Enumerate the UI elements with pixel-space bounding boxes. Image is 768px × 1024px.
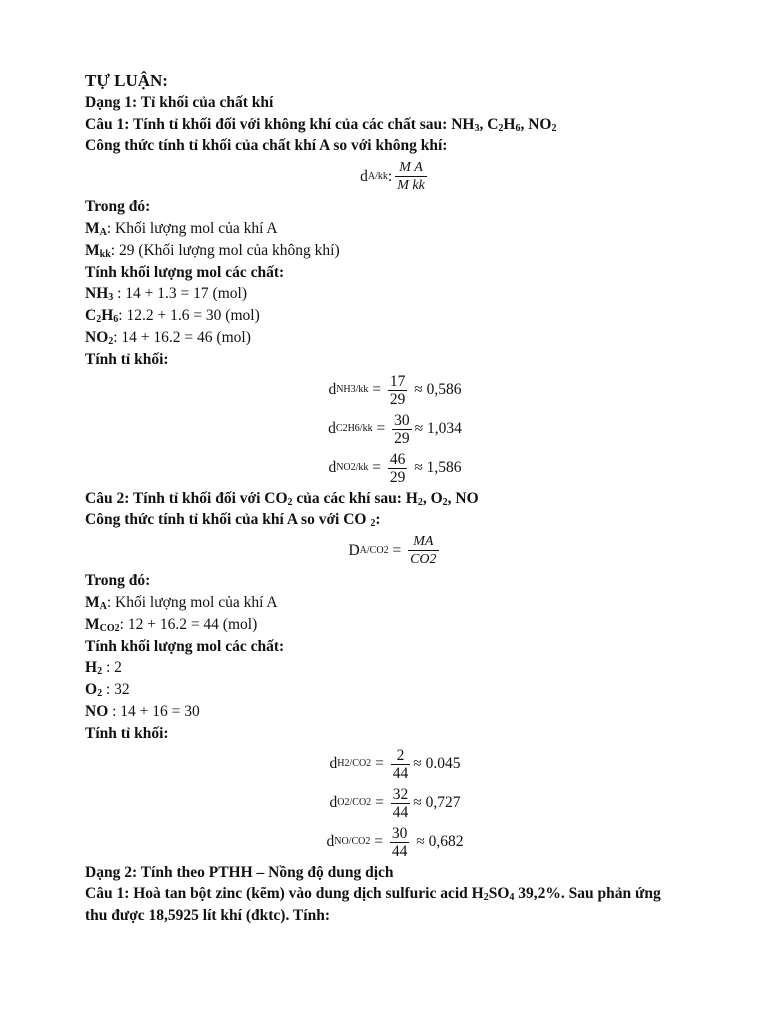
molar-mass-heading: Tính khối lượng mol các chất: [85,263,285,281]
definition-text: : Khối lượng mol của khí A [106,219,278,237]
subscript: 2 [370,518,376,530]
formula-symbol: d [328,420,336,438]
definition-mkk [85,240,705,262]
document-page [85,70,705,927]
denominator: 44 [391,842,408,860]
denominator: CO2 [410,552,437,568]
formula-c2h6-h: H [503,115,516,133]
question-text: Câu 1: Hoà tan bột zinc (kẽm) vào dung dịch sulfuric acid H [85,885,484,903]
question-2 [85,488,705,510]
formula-no2: NO [528,115,552,133]
molar-o2 [85,679,705,701]
denominator: M kk [397,178,425,194]
ratio-value: ≈ 0.045 [413,755,461,773]
symbol: H [101,307,114,325]
ratio-heading: Tính tỉ khối: [85,724,169,742]
denominator: 44 [392,764,409,782]
ratio-value: ≈ 0,727 [413,794,461,812]
fraction [388,451,408,486]
symbol: NO [85,702,109,720]
symbol: M [85,219,100,237]
equals: = [372,420,390,438]
fraction [408,533,438,568]
question-2-text: , NO [447,489,479,507]
fraction [390,825,410,860]
formula-c2h6: C [487,115,499,133]
ratio-heading: Tính tỉ khối: [85,350,169,368]
ratio-value: ≈ 0,586 [410,381,462,399]
subscript: A [99,226,107,238]
formula-intro-co2 [85,509,705,531]
formula-symbol: d [360,167,368,185]
symbol: NO [85,328,109,346]
formula-nh3: NH [451,115,475,133]
equals: = [371,794,388,812]
subscript: 2 [417,496,423,508]
formula-symbol: d [326,833,335,851]
numerator: 46 [389,450,406,468]
question-1 [85,114,705,136]
question-1-dang-2 [85,883,705,905]
numerator: 2 [396,746,405,764]
symbol: M [85,615,100,633]
subscript: 2 [108,335,114,347]
subscript: CO2 [99,622,120,634]
subscript: A [99,600,107,612]
question-2-text: của các khí sau: H [292,489,418,507]
formula-symbol: D [348,541,360,559]
calc-text: : 14 + 1.3 = 17 (mol) [113,285,247,303]
section-heading-dang-1: Dạng 1: Tỉ khối của chất khí [85,93,274,111]
molar-no [85,701,705,723]
molar-no2 [85,327,705,349]
numerator: 30 [394,411,410,429]
definition-ma [85,218,705,240]
molar-mass-heading: Tính khối lượng mol các chất: [85,637,285,655]
formula-symbol: d [328,459,337,477]
where-label: Trong đó: [85,572,151,590]
denominator: 29 [389,468,406,486]
subscript: kk [99,248,111,260]
subscript: 2 [483,892,489,904]
symbol: C [85,307,97,325]
calc-text: : 14 + 16 = 30 [108,702,200,720]
definition-ma [85,592,705,614]
ratio-no2: d NO2/kk = $\frac{46}{29}$ ≈ 1,586 [328,450,462,486]
fraction [392,412,412,447]
numerator: M A [399,160,423,176]
separator: , [479,115,488,133]
definition-text: : Khối lượng mol của khí A [106,593,278,611]
subscript: 2 [287,496,293,508]
formula-symbol: d [328,381,337,399]
formula-intro-text: Công thức tính tỉ khối của khí A so với CO [85,511,367,529]
ratio-no: d NO/CO2 = $\frac{30}{44}$ ≈ 0,682 [326,824,464,860]
question-text: 39,2%. Sau phản ứng [514,885,661,903]
denominator: 29 [394,429,410,447]
equals: = [371,755,388,773]
symbol: M [85,241,100,259]
question-2-text: Câu 2: Tính tỉ khối đối với CO [85,489,288,507]
numerator: 17 [389,372,406,390]
formula-colon: : [387,167,393,185]
calc-text: : 14 + 16.2 = 46 (mol) [113,328,251,346]
fraction [395,159,427,194]
molar-h2 [85,657,705,679]
equals: = [368,381,385,399]
question-2-text: , O [422,489,443,507]
equals: = [370,833,387,851]
fraction [391,747,411,782]
molar-c2h6 [85,305,705,327]
numerator: 32 [392,785,409,803]
subscript: 2 [97,666,103,678]
molar-nh3 [85,283,705,305]
symbol: O [85,681,98,699]
denominator: 44 [392,803,409,821]
formula-d-a-kk: d A/kk : $\frac{\text{M A}}{\text{M kk}}$ [360,160,425,194]
subscript: 2 [97,688,103,700]
formula-intro-text: : [375,511,381,529]
subscript: 3 [108,292,114,304]
section-heading-dang-2: Dạng 2: Tính theo PTHH – Nồng độ dung dịch [85,863,394,881]
definition-text: : 12 + 16.2 = 44 (mol) [119,615,258,633]
definition-text: : 29 (Khối lượng mol của không khí) [110,241,340,259]
subscript: 3 [474,122,480,134]
calc-text: : 12.2 + 1.6 = 30 (mol) [118,307,260,325]
symbol: M [85,593,100,611]
subscript: 4 [509,892,515,904]
formula-intro: Công thức tính tỉ khối của chất khí A so với không khí: [85,137,448,155]
question-text: SO [488,885,510,903]
separator: , [520,115,529,133]
ratio-nh3: d NH3/kk = $\frac{17}{29}$ ≈ 0,586 [328,372,462,408]
definition-mco2 [85,614,705,636]
fraction [388,373,408,408]
question-1-text: Câu 1: Tính tỉ khối đối với không khí của các chất sau: [85,115,452,133]
formula-symbol: d [329,794,338,812]
ratio-value: ≈ 1,586 [410,459,462,477]
formula-symbol: d [329,755,338,773]
subscript: 2 [551,122,557,134]
ratio-h2: d H2/CO2 = $\frac{2}{44}$ ≈ 0.045 [329,746,461,782]
fraction [391,786,411,821]
page-title: TỰ LUẬN: [85,71,168,90]
ratio-o2: d O2/CO2 = $\frac{32}{44}$ ≈ 0,727 [329,785,461,821]
equals: = [388,541,406,559]
symbol: NH [85,285,109,303]
subscript: 2 [442,496,448,508]
calc-text: : 32 [102,681,130,699]
numerator: 30 [391,824,408,842]
subscript: 2 [498,122,504,134]
numerator: MA [413,534,434,550]
equals: = [368,459,385,477]
ratio-c2h6: d C2H6/kk = $\frac{30}{29}$ ≈ 1,034 [328,411,462,447]
subscript: 2 [96,314,102,326]
ratio-value: ≈ 1,034 [414,420,462,438]
formula-d-a-co2: D A/CO2 = $\frac{MA}{CO2}$ [348,534,437,568]
ratio-value: ≈ 0,682 [412,833,464,851]
subscript: 6 [113,314,119,326]
question-1-dang-2-line-2: thu được 18,5925 lít khí (đktc). Tính: [85,907,330,925]
calc-text: : 2 [102,659,122,677]
where-label: Trong đó: [85,198,151,216]
symbol: H [85,659,98,677]
denominator: 29 [389,390,406,408]
subscript: 6 [515,122,521,134]
